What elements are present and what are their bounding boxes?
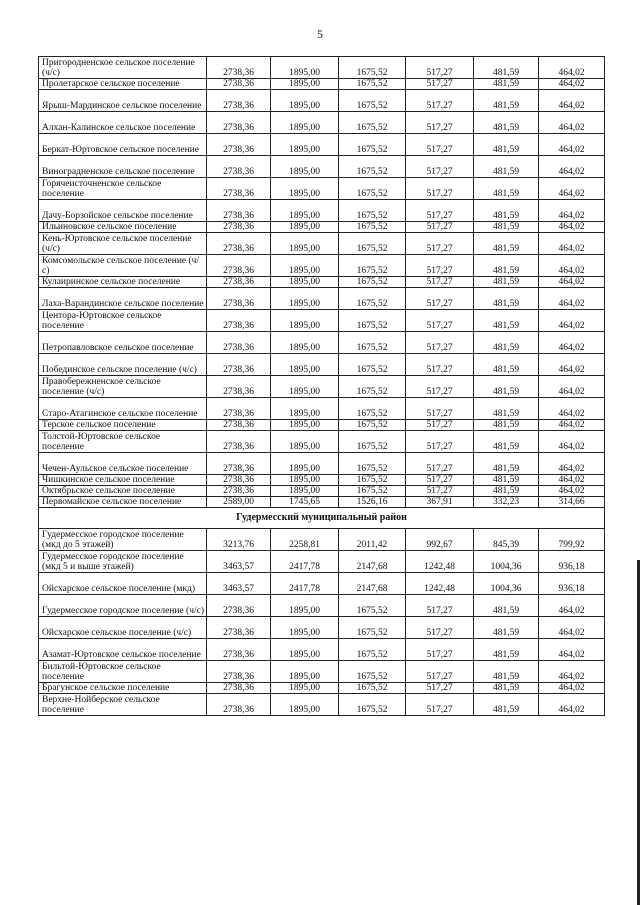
tariff-value-col-3: 1675,52 [339, 277, 406, 288]
tariff-value-col-3: 1675,52 [339, 310, 406, 332]
tariff-value-col-6: 464,02 [539, 376, 605, 398]
table-row [39, 233, 605, 255]
tariff-value-col-3: 1675,52 [339, 453, 406, 475]
settlement-name: Виноградненское сельское поселение [39, 156, 207, 178]
tariff-value-col-5: 845,39 [474, 529, 539, 551]
tariff-value-col-6: 464,02 [539, 639, 605, 661]
table-row [39, 639, 605, 661]
tariff-value-col-2: 2417,78 [271, 573, 339, 595]
settlement-name: Гудермесское городское поселение (мкд 5 и выше этажей) [39, 551, 207, 573]
tariff-value-col-4: 517,27 [406, 431, 474, 453]
tariff-value-col-2: 1895,00 [271, 354, 339, 376]
tariff-value-col-2: 1895,00 [271, 79, 339, 90]
tariff-value-col-5: 481,59 [474, 332, 539, 354]
tariff-value-col-5: 481,59 [474, 255, 539, 277]
settlement-name: Петропавловское сельское поселение [39, 332, 207, 354]
table-row [39, 573, 605, 595]
tariff-value-col-3: 1675,52 [339, 255, 406, 277]
tariff-value-col-6: 464,02 [539, 288, 605, 310]
tariff-value-col-5: 481,59 [474, 178, 539, 200]
table-row [39, 475, 605, 486]
tariff-value-col-6: 464,02 [539, 255, 605, 277]
tariff-value-col-4: 517,27 [406, 134, 474, 156]
tariff-value-col-5: 481,59 [474, 376, 539, 398]
table-row [39, 497, 605, 508]
tariff-value-col-3: 2147,68 [339, 551, 406, 573]
table-row [39, 288, 605, 310]
tariff-value-col-2: 1895,00 [271, 156, 339, 178]
tariff-value-col-5: 481,59 [474, 310, 539, 332]
tariff-value-col-2: 1895,00 [271, 595, 339, 617]
tariff-value-col-4: 517,27 [406, 222, 474, 233]
tariff-value-col-4: 517,27 [406, 694, 474, 716]
table-row [39, 595, 605, 617]
tariff-value-col-6: 464,02 [539, 57, 605, 79]
tariff-value-col-3: 1675,52 [339, 57, 406, 79]
tariff-value-col-4: 517,27 [406, 398, 474, 420]
table-row [39, 310, 605, 332]
tariff-value-col-2: 1895,00 [271, 683, 339, 694]
settlement-name: Лаха-Варандинское сельское поселение [39, 288, 207, 310]
tariff-value-col-5: 481,59 [474, 453, 539, 475]
table-row [39, 431, 605, 453]
tariff-value-col-2: 1895,00 [271, 486, 339, 497]
tariff-value-col-3: 1675,52 [339, 200, 406, 222]
tariff-value-col-2: 1895,00 [271, 200, 339, 222]
tariff-value-col-3: 1675,52 [339, 694, 406, 716]
settlement-name: Пригородненское сельское поселение (ч/с) [39, 57, 207, 79]
settlement-name: Бильтой-Юртовское сельское поселение [39, 661, 207, 683]
tariff-value-col-6: 464,02 [539, 90, 605, 112]
tariff-value-col-3: 1675,52 [339, 639, 406, 661]
tariff-value-col-3: 1675,52 [339, 178, 406, 200]
tariff-value-col-2: 1895,00 [271, 453, 339, 475]
tariff-table [38, 56, 605, 716]
tariff-value-col-5: 481,59 [474, 398, 539, 420]
tariff-value-col-4: 1242,48 [406, 551, 474, 573]
table-row [39, 376, 605, 398]
tariff-value-col-1: 2738,36 [207, 431, 271, 453]
tariff-value-col-4: 517,27 [406, 57, 474, 79]
tariff-value-col-2: 1745,65 [271, 497, 339, 508]
settlement-name: Толстой-Юртовское сельское поселение [39, 431, 207, 453]
settlement-name: Верхне-Нойберское сельское поселение [39, 694, 207, 716]
tariff-value-col-4: 992,67 [406, 529, 474, 551]
tariff-value-col-1: 2738,36 [207, 376, 271, 398]
settlement-name: Горячеисточненское сельское поселение [39, 178, 207, 200]
tariff-value-col-3: 1675,52 [339, 431, 406, 453]
tariff-value-col-5: 481,59 [474, 200, 539, 222]
tariff-value-col-2: 2258,81 [271, 529, 339, 551]
tariff-value-col-1: 2738,36 [207, 683, 271, 694]
tariff-value-col-1: 2738,36 [207, 453, 271, 475]
tariff-value-col-2: 1895,00 [271, 277, 339, 288]
table-row [39, 332, 605, 354]
tariff-value-col-5: 332,23 [474, 497, 539, 508]
tariff-value-col-4: 517,27 [406, 178, 474, 200]
page-number: 5 [317, 27, 323, 41]
tariff-value-col-6: 464,02 [539, 617, 605, 639]
tariff-value-col-2: 1895,00 [271, 376, 339, 398]
table-row [39, 255, 605, 277]
tariff-value-col-4: 517,27 [406, 156, 474, 178]
tariff-value-col-4: 517,27 [406, 617, 474, 639]
tariff-value-col-1: 2738,36 [207, 398, 271, 420]
tariff-value-col-3: 1675,52 [339, 398, 406, 420]
tariff-value-col-6: 464,02 [539, 661, 605, 683]
tariff-value-col-5: 481,59 [474, 79, 539, 90]
tariff-value-col-2: 1895,00 [271, 134, 339, 156]
tariff-value-col-1: 2738,36 [207, 354, 271, 376]
tariff-value-col-5: 481,59 [474, 661, 539, 683]
tariff-value-col-6: 464,02 [539, 398, 605, 420]
settlement-name: Чишкинское сельское поселение [39, 475, 207, 486]
tariff-value-col-6: 936,18 [539, 551, 605, 573]
settlement-name: Брагунское сельское поселение [39, 683, 207, 694]
tariff-value-col-2: 1895,00 [271, 310, 339, 332]
tariff-value-col-3: 1675,52 [339, 79, 406, 90]
tariff-value-col-2: 1895,00 [271, 332, 339, 354]
tariff-value-col-6: 464,02 [539, 486, 605, 497]
tariff-value-col-4: 517,27 [406, 420, 474, 431]
table-row [39, 90, 605, 112]
tariff-value-col-6: 464,02 [539, 156, 605, 178]
tariff-value-col-4: 517,27 [406, 639, 474, 661]
tariff-value-col-2: 1895,00 [271, 661, 339, 683]
tariff-value-col-3: 1675,52 [339, 683, 406, 694]
tariff-value-col-6: 464,02 [539, 134, 605, 156]
settlement-name: Ойсхарское сельское поселение (ч/с) [39, 617, 207, 639]
tariff-value-col-3: 1526,16 [339, 497, 406, 508]
tariff-value-col-5: 481,59 [474, 222, 539, 233]
tariff-value-col-2: 1895,00 [271, 255, 339, 277]
settlement-name: Кень-Юртовское сельское поселение (ч/с) [39, 233, 207, 255]
settlement-name: Беркат-Юртовское сельское поселение [39, 134, 207, 156]
table-row [39, 453, 605, 475]
tariff-value-col-6: 464,02 [539, 332, 605, 354]
tariff-value-col-4: 517,27 [406, 453, 474, 475]
tariff-value-col-5: 481,59 [474, 156, 539, 178]
tariff-value-col-1: 2738,36 [207, 288, 271, 310]
tariff-value-col-6: 464,02 [539, 112, 605, 134]
tariff-value-col-2: 1895,00 [271, 222, 339, 233]
tariff-value-col-3: 1675,52 [339, 354, 406, 376]
table-row [39, 617, 605, 639]
tariff-value-col-4: 517,27 [406, 376, 474, 398]
tariff-value-col-5: 481,59 [474, 431, 539, 453]
tariff-value-col-5: 1004,36 [474, 573, 539, 595]
tariff-value-col-5: 481,59 [474, 112, 539, 134]
tariff-value-col-3: 1675,52 [339, 661, 406, 683]
tariff-value-col-1: 3213,76 [207, 529, 271, 551]
settlement-name: Ойсхарское сельское поселение (мкд) [39, 573, 207, 595]
table-row [39, 551, 605, 573]
tariff-value-col-6: 464,02 [539, 178, 605, 200]
tariff-value-col-6: 936,18 [539, 573, 605, 595]
tariff-value-col-3: 1675,52 [339, 376, 406, 398]
tariff-value-col-3: 1675,52 [339, 90, 406, 112]
tariff-value-col-6: 464,02 [539, 277, 605, 288]
tariff-value-col-4: 517,27 [406, 354, 474, 376]
tariff-value-col-4: 367,91 [406, 497, 474, 508]
settlement-name: Ильиновское сельское поселение [39, 222, 207, 233]
tariff-value-col-4: 517,27 [406, 661, 474, 683]
tariff-value-col-6: 464,02 [539, 354, 605, 376]
tariff-value-col-5: 481,59 [474, 617, 539, 639]
tariff-value-col-2: 2417,78 [271, 551, 339, 573]
tariff-value-col-4: 517,27 [406, 277, 474, 288]
tariff-value-col-5: 481,59 [474, 288, 539, 310]
tariff-value-col-1: 2738,36 [207, 79, 271, 90]
settlement-name: Комсомольское сельское поселение (ч/с) [39, 255, 207, 277]
settlement-name: Чечен-Аульское сельское поселение [39, 453, 207, 475]
tariff-value-col-1: 2738,36 [207, 639, 271, 661]
tariff-value-col-6: 464,02 [539, 453, 605, 475]
table-row [39, 694, 605, 716]
tariff-value-col-6: 464,02 [539, 79, 605, 90]
tariff-value-col-1: 3463,57 [207, 551, 271, 573]
tariff-value-col-4: 517,27 [406, 475, 474, 486]
table-row [39, 156, 605, 178]
tariff-value-col-3: 1675,52 [339, 112, 406, 134]
settlement-name: Старо-Атагинское сельское поселение [39, 398, 207, 420]
table-row [39, 134, 605, 156]
tariff-value-col-4: 517,27 [406, 683, 474, 694]
table-row [39, 683, 605, 694]
tariff-value-col-1: 2738,36 [207, 57, 271, 79]
tariff-value-col-1: 2738,36 [207, 475, 271, 486]
settlement-name: Терское сельское поселение [39, 420, 207, 431]
tariff-value-col-5: 481,59 [474, 639, 539, 661]
settlement-name: Побединское сельское поселение (ч/с) [39, 354, 207, 376]
tariff-value-col-1: 2738,36 [207, 595, 271, 617]
table-row [39, 529, 605, 551]
tariff-value-col-6: 464,02 [539, 694, 605, 716]
tariff-value-col-6: 799,92 [539, 529, 605, 551]
tariff-value-col-1: 2738,36 [207, 222, 271, 233]
settlement-name: Ярыш-Мардинское сельское поселение [39, 90, 207, 112]
tariff-value-col-6: 464,02 [539, 222, 605, 233]
tariff-value-col-4: 517,27 [406, 79, 474, 90]
tariff-value-col-5: 481,59 [474, 57, 539, 79]
settlement-name: Первомайское сельское поселение [39, 497, 207, 508]
tariff-value-col-3: 1675,52 [339, 486, 406, 497]
tariff-value-col-4: 517,27 [406, 112, 474, 134]
tariff-value-col-3: 1675,52 [339, 420, 406, 431]
tariff-value-col-1: 3463,57 [207, 573, 271, 595]
tariff-value-col-2: 1895,00 [271, 112, 339, 134]
tariff-value-col-1: 2738,36 [207, 332, 271, 354]
table-row [39, 420, 605, 431]
tariff-value-col-5: 481,59 [474, 694, 539, 716]
tariff-value-col-1: 2738,36 [207, 112, 271, 134]
tariff-value-col-6: 464,02 [539, 431, 605, 453]
tariff-value-col-2: 1895,00 [271, 431, 339, 453]
table-row [39, 222, 605, 233]
tariff-value-col-2: 1895,00 [271, 420, 339, 431]
tariff-value-col-4: 517,27 [406, 595, 474, 617]
tariff-value-col-4: 517,27 [406, 233, 474, 255]
tariff-value-col-5: 481,59 [474, 134, 539, 156]
settlement-name: Октябрьское сельское поселение [39, 486, 207, 497]
settlement-name: Дачу-Борзойское сельское поселение [39, 200, 207, 222]
tariff-value-col-1: 2738,36 [207, 661, 271, 683]
tariff-value-col-1: 2738,36 [207, 156, 271, 178]
tariff-value-col-3: 1675,52 [339, 595, 406, 617]
table-row [39, 57, 605, 79]
tariff-value-col-1: 2738,36 [207, 90, 271, 112]
tariff-value-col-1: 2738,36 [207, 617, 271, 639]
tariff-value-col-2: 1895,00 [271, 617, 339, 639]
tariff-value-col-6: 464,02 [539, 420, 605, 431]
tariff-value-col-5: 1004,36 [474, 551, 539, 573]
tariff-value-col-3: 1675,52 [339, 134, 406, 156]
tariff-value-col-6: 464,02 [539, 683, 605, 694]
tariff-value-col-1: 2738,36 [207, 486, 271, 497]
tariff-value-col-5: 481,59 [474, 475, 539, 486]
settlement-name: Правобережненское сельское поселение (ч/с) [39, 376, 207, 398]
tariff-value-col-2: 1895,00 [271, 288, 339, 310]
tariff-value-col-3: 1675,52 [339, 233, 406, 255]
table-row [39, 354, 605, 376]
tariff-value-col-2: 1895,00 [271, 398, 339, 420]
tariff-value-col-1: 2738,36 [207, 178, 271, 200]
tariff-value-col-5: 481,59 [474, 420, 539, 431]
settlement-name: Алхан-Калинское сельское поселение [39, 112, 207, 134]
settlement-name: Гудермесское городское поселение (мкд до 5 этажей) [39, 529, 207, 551]
section-header-row [39, 508, 605, 529]
tariff-value-col-3: 1675,52 [339, 617, 406, 639]
tariff-value-col-5: 481,59 [474, 683, 539, 694]
table-row [39, 178, 605, 200]
tariff-value-col-3: 1675,52 [339, 332, 406, 354]
table-row [39, 277, 605, 288]
table-row [39, 112, 605, 134]
tariff-value-col-1: 2738,36 [207, 694, 271, 716]
tariff-value-col-2: 1895,00 [271, 639, 339, 661]
tariff-value-col-1: 2738,36 [207, 420, 271, 431]
tariff-value-col-1: 2589,00 [207, 497, 271, 508]
table-row [39, 200, 605, 222]
tariff-value-col-4: 517,27 [406, 90, 474, 112]
tariff-value-col-3: 2011,42 [339, 529, 406, 551]
tariff-value-col-1: 2738,36 [207, 277, 271, 288]
tariff-value-col-4: 517,27 [406, 255, 474, 277]
tariff-value-col-4: 517,27 [406, 288, 474, 310]
table-row [39, 79, 605, 90]
tariff-value-col-5: 481,59 [474, 595, 539, 617]
tariff-value-col-3: 1675,52 [339, 156, 406, 178]
table-row [39, 661, 605, 683]
table-row [39, 398, 605, 420]
tariff-value-col-3: 1675,52 [339, 222, 406, 233]
tariff-value-col-2: 1895,00 [271, 57, 339, 79]
tariff-value-col-2: 1895,00 [271, 233, 339, 255]
settlement-name: Центора-Юртовское сельское поселение [39, 310, 207, 332]
settlement-name: Азамат-Юртовское сельское поселение [39, 639, 207, 661]
tariff-value-col-5: 481,59 [474, 486, 539, 497]
tariff-value-col-5: 481,59 [474, 277, 539, 288]
tariff-value-col-6: 464,02 [539, 310, 605, 332]
tariff-value-col-2: 1895,00 [271, 178, 339, 200]
tariff-value-col-6: 464,02 [539, 595, 605, 617]
tariff-value-col-6: 464,02 [539, 475, 605, 486]
tariff-value-col-2: 1895,00 [271, 475, 339, 486]
tariff-value-col-5: 481,59 [474, 90, 539, 112]
tariff-value-col-6: 314,66 [539, 497, 605, 508]
tariff-value-col-5: 481,59 [474, 233, 539, 255]
tariff-value-col-4: 517,27 [406, 332, 474, 354]
tariff-value-col-1: 2738,36 [207, 255, 271, 277]
settlement-name: Пролетарское сельское поселение [39, 79, 207, 90]
tariff-value-col-4: 1242,48 [406, 573, 474, 595]
tariff-value-col-1: 2738,36 [207, 233, 271, 255]
tariff-value-col-6: 464,02 [539, 233, 605, 255]
table-row [39, 486, 605, 497]
tariff-value-col-4: 517,27 [406, 486, 474, 497]
tariff-value-col-5: 481,59 [474, 354, 539, 376]
section-header: Гудермесский муниципальный район [39, 508, 605, 529]
tariff-value-col-3: 2147,68 [339, 573, 406, 595]
tariff-value-col-1: 2738,36 [207, 134, 271, 156]
tariff-value-col-3: 1675,52 [339, 475, 406, 486]
tariff-value-col-3: 1675,52 [339, 288, 406, 310]
tariff-value-col-1: 2738,36 [207, 200, 271, 222]
tariff-value-col-4: 517,27 [406, 310, 474, 332]
settlement-name: Кулаиринское сельское поселение [39, 277, 207, 288]
tariff-value-col-6: 464,02 [539, 200, 605, 222]
settlement-name: Гудермесское городское поселение (ч/с) [39, 595, 207, 617]
tariff-value-col-2: 1895,00 [271, 694, 339, 716]
tariff-value-col-1: 2738,36 [207, 310, 271, 332]
tariff-value-col-2: 1895,00 [271, 90, 339, 112]
tariff-value-col-4: 517,27 [406, 200, 474, 222]
